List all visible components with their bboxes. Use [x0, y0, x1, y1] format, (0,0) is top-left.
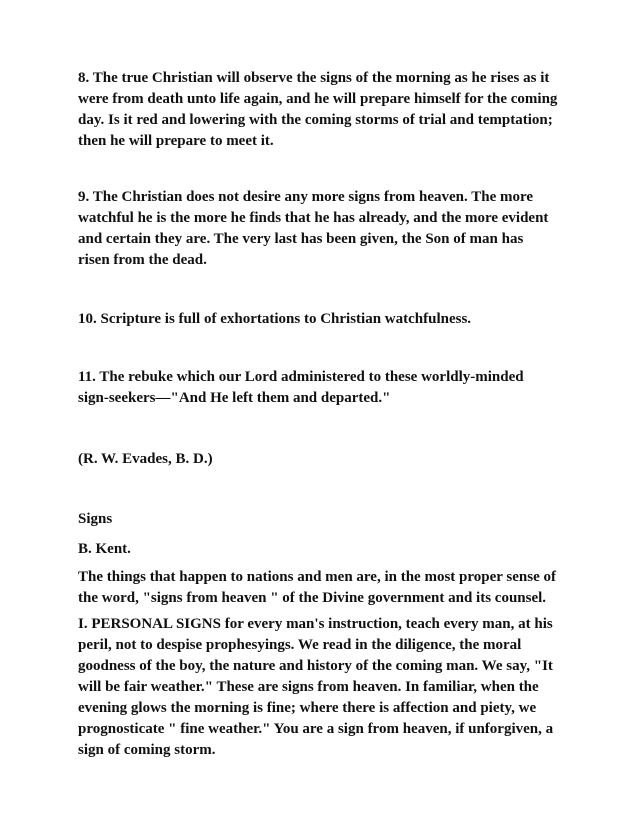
paragraph-10: 10. Scripture is full of exhortations to Christian watchfulness.	[78, 311, 472, 327]
paragraph-9: 9. The Christian does not desire any more signs from heaven. The more watchful he is the more he finds that he has already, and the more evident and certain they are. The very last has been given, the Son of man has risen from the dead.	[78, 189, 549, 268]
paragraph-8: 8. The true Christian will observe the signs of the morning as he rises as it were from death unto life again, and he will prepare himself for the coming day. Is it red and lowering with the coming storms of trial and temptation; then he will prepare to meet it.	[78, 70, 558, 149]
citation: (R. W. Evades, B. D.)	[78, 451, 213, 467]
section-heading: Signs	[78, 511, 113, 527]
paragraph-11: 11. The rebuke which our Lord administered to these worldly-minded sign-seekers—"And He left them and departed."	[78, 369, 524, 406]
intro-paragraph: The things that happen to nations and men are, in the most proper sense of the word, "signs from heaven " of the Divine government and its counsel.	[78, 569, 556, 606]
personal-signs-paragraph: I. PERSONAL SIGNS for every man's instruction, teach every man, at his peril, not to despise prophesyings. We read in the diligence, the moral goodness of the boy, the nature and history of the coming man. We say, "It will be fair weather." These are signs from heaven. In familiar, when the evening glows the morning is fine; where there is affection and piety, we prognosticate " fine weather." You are a sign from heaven, if unforgiven, a sign of coming storm.	[78, 616, 554, 758]
author-line: B. Kent.	[78, 541, 131, 557]
